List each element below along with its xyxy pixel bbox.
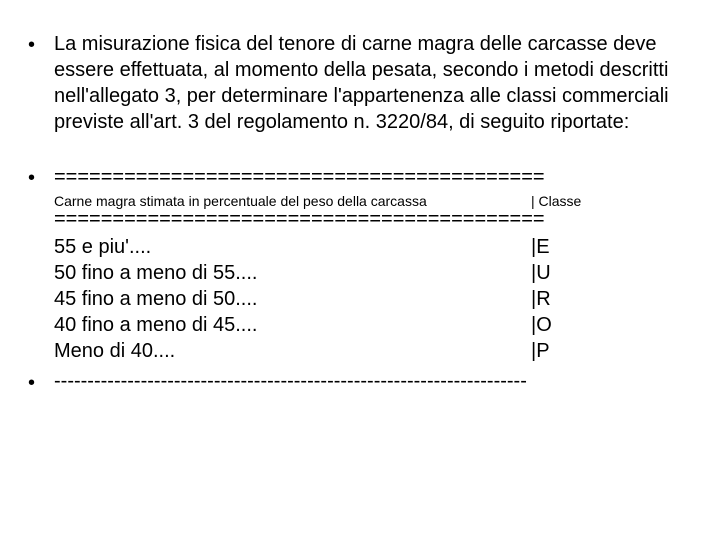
table-row-range: Meno di 40.... <box>54 340 176 362</box>
table-row-classe: |P <box>531 340 550 362</box>
separator-mid: ========================================== <box>54 208 545 230</box>
table-header-left: Carne magra stimata in percentuale del peso della carcassa <box>54 193 427 209</box>
separator-bottom: ----------------------------------------------------------------------- <box>54 370 527 392</box>
table-row-range: 45 fino a meno di 50.... <box>54 288 258 310</box>
table-row-range: 55 e piu'.... <box>54 236 152 258</box>
bullet-glyph-3: • <box>28 372 36 394</box>
table-header-right: | Classe <box>531 193 582 209</box>
separator-top: ========================================== <box>54 166 545 188</box>
table-row-classe: |U <box>531 262 551 284</box>
bullet-glyph-2: • <box>28 167 36 189</box>
table-row-classe: |R <box>531 288 551 310</box>
table-row-range: 40 fino a meno di 45.... <box>54 314 258 336</box>
intro-paragraph: La misurazione fisica del tenore di carne magra delle carcasse deve essere effettuata, al momento della pesata, secondo i metodi descritti nell'allegato 3, per determinare l'appartenenza alle classi commerciali previste all'art. 3 del regolamento n. 3220/84, di seguito riportate: <box>54 33 669 133</box>
table-row-range: 50 fino a meno di 55.... <box>54 262 258 284</box>
table-row-classe: |O <box>531 314 552 336</box>
table-row-classe: |E <box>531 236 550 258</box>
bullet-glyph-1: • <box>28 34 36 56</box>
